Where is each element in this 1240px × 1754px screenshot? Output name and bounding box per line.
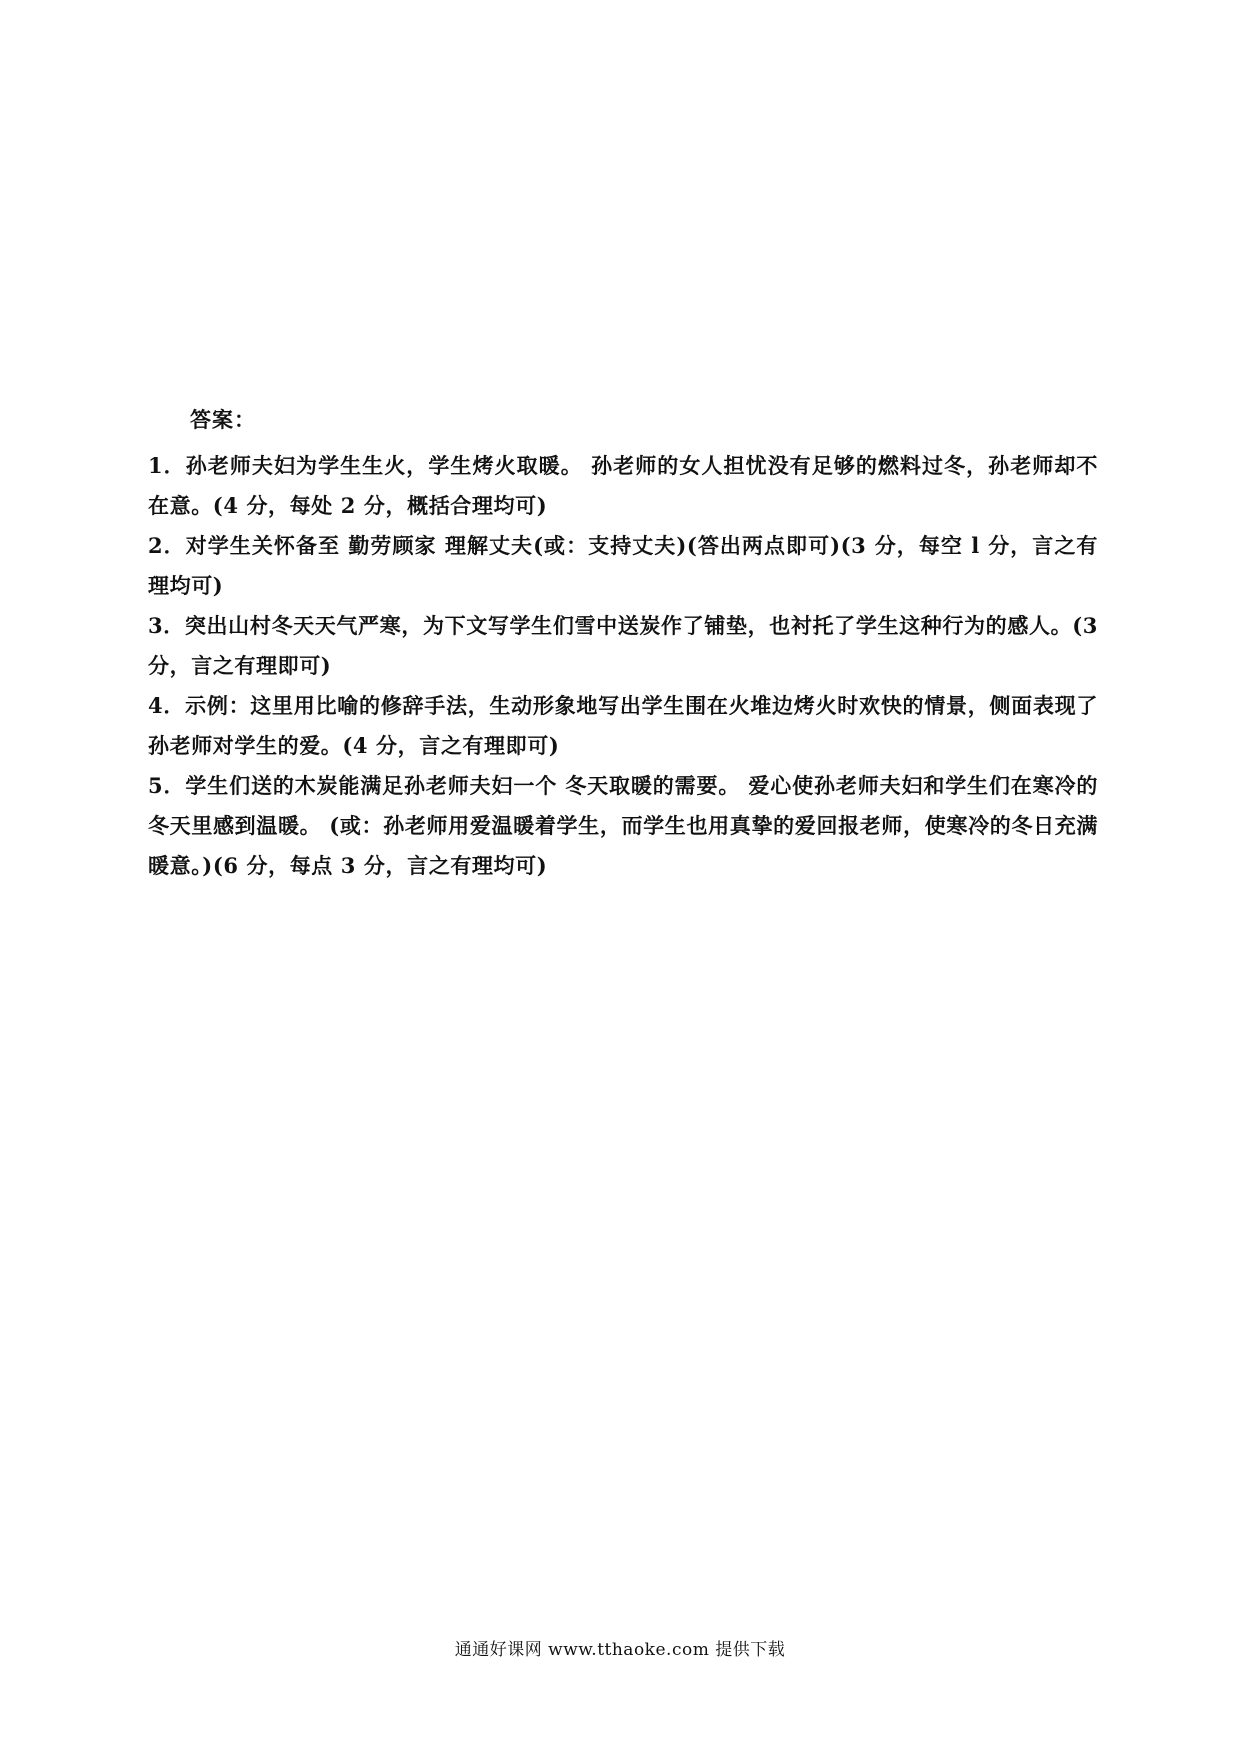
answer-item-2: 2．对学生关怀备至 勤劳顾家 理解丈夫(或：支持丈夫)(答出两点即可)(3 分，每空 l 分，言之有理均可) bbox=[148, 533, 1098, 598]
page-footer: 通通好课网 www.tthaoke.com 提供下载 bbox=[454, 1640, 786, 1660]
answer-heading: 答案： bbox=[190, 407, 256, 432]
answer-section bbox=[148, 400, 1098, 886]
answer-item-3: 3．突出山村冬天天气严寒，为下文写学生们雪中送炭作了铺垫，也衬托了学生这种行为的感人。(3 分，言之有理即可) bbox=[148, 613, 1098, 678]
answer-item-1: 1．孙老师夫妇为学生生火，学生烤火取暖。 孙老师的女人担忧没有足够的燃料过冬，孙老师却不在意。(4 分，每处 2 分，概括合理均可) bbox=[148, 453, 1098, 518]
answer-item-5: 5．学生们送的木炭能满足孙老师夫妇一个 冬天取暖的需要。 爱心使孙老师夫妇和学生们在寒冷的冬天里感到温暖。 (或：孙老师用爱温暖着学生，而学生也用真挚的爱回报老师，使寒冷的冬日充满暖意。)(6 分，每点 3 分，言之有理均可) bbox=[148, 773, 1098, 878]
answer-item-4: 4．示例：这里用比喻的修辞手法，生动形象地写出学生围在火堆边烤火时欢快的情景，侧面表现了孙老师对学生的爱。(4 分，言之有理即可) bbox=[148, 693, 1098, 758]
